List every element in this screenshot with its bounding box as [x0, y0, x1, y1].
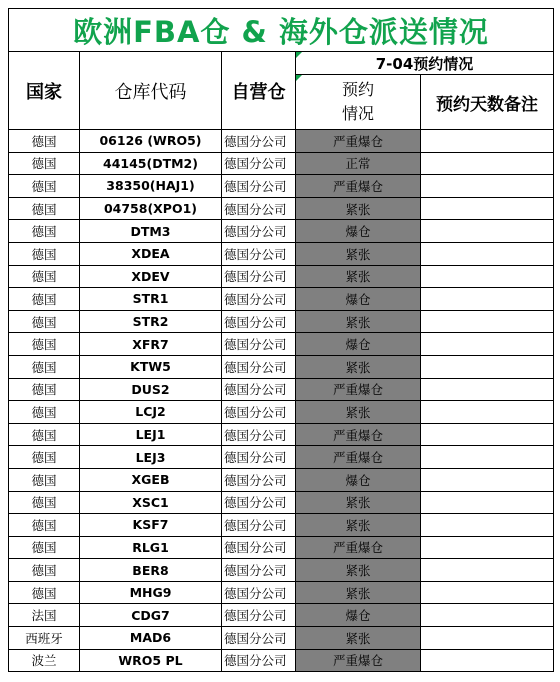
table-row [9, 333, 554, 356]
header-country: 国家 [9, 52, 80, 130]
cell-country[interactable]: 德国 [9, 265, 80, 288]
cell-reservation-status[interactable]: 紧张 [296, 514, 421, 537]
cell-reservation-note[interactable] [421, 242, 554, 265]
comment-marker-icon [296, 52, 302, 58]
header-reservation-group [296, 52, 554, 75]
table-row [9, 220, 554, 243]
cell-self-warehouse[interactable]: 德国分公司 [222, 649, 296, 672]
cell-country[interactable]: 德国 [9, 536, 80, 559]
cell-self-warehouse[interactable]: 德国分公司 [222, 197, 296, 220]
cell-reservation-status[interactable]: 爆仓 [296, 220, 421, 243]
cell-country[interactable]: 法国 [9, 604, 80, 627]
cell-reservation-status[interactable]: 紧张 [296, 242, 421, 265]
cell-reservation-note[interactable] [421, 152, 554, 175]
cell-country[interactable]: 德国 [9, 310, 80, 333]
cell-self-warehouse[interactable]: 德国分公司 [222, 130, 296, 153]
header-reservation-status-line1: 预约 [341, 80, 374, 99]
cell-reservation-status[interactable]: 严重爆仓 [296, 536, 421, 559]
cell-warehouse-code[interactable]: MHG9 [80, 581, 222, 604]
cell-reservation-status[interactable]: 严重爆仓 [296, 423, 421, 446]
cell-reservation-note[interactable] [421, 333, 554, 356]
cell-reservation-status[interactable]: 严重爆仓 [296, 649, 421, 672]
cell-reservation-note[interactable] [421, 649, 554, 672]
cell-country[interactable]: 德国 [9, 130, 80, 153]
cell-reservation-status[interactable]: 紧张 [296, 355, 421, 378]
cell-self-warehouse[interactable]: 德国分公司 [222, 333, 296, 356]
cell-country[interactable]: 德国 [9, 355, 80, 378]
cell-reservation-status[interactable]: 紧张 [296, 581, 421, 604]
table-row [9, 175, 554, 198]
cell-warehouse-code[interactable]: MAD6 [80, 627, 222, 650]
cell-self-warehouse[interactable]: 德国分公司 [222, 220, 296, 243]
cell-reservation-note[interactable] [421, 355, 554, 378]
table-row [9, 401, 554, 424]
cell-warehouse-code[interactable]: LCJ2 [80, 401, 222, 424]
cell-self-warehouse[interactable]: 德国分公司 [222, 446, 296, 469]
table-row [9, 242, 554, 265]
header-reservation-status [296, 75, 421, 130]
cell-warehouse-code[interactable]: STR2 [80, 310, 222, 333]
cell-country[interactable]: 德国 [9, 288, 80, 311]
cell-country[interactable]: 德国 [9, 423, 80, 446]
cell-warehouse-code[interactable]: BER8 [80, 559, 222, 582]
cell-reservation-note[interactable] [421, 491, 554, 514]
cell-reservation-status[interactable]: 爆仓 [296, 468, 421, 491]
cell-self-warehouse[interactable]: 德国分公司 [222, 514, 296, 537]
cell-country[interactable]: 德国 [9, 152, 80, 175]
cell-warehouse-code[interactable]: XSC1 [80, 491, 222, 514]
cell-reservation-status[interactable]: 紧张 [296, 559, 421, 582]
cell-country[interactable]: 德国 [9, 581, 80, 604]
cell-reservation-status[interactable]: 爆仓 [296, 604, 421, 627]
warehouse-table [8, 8, 554, 672]
cell-warehouse-code[interactable]: CDG7 [80, 604, 222, 627]
table-row [9, 649, 554, 672]
header-self-warehouse: 自营仓 [222, 52, 296, 130]
cell-reservation-status[interactable]: 紧张 [296, 265, 421, 288]
table-row [9, 491, 554, 514]
table-row [9, 604, 554, 627]
cell-country[interactable]: 德国 [9, 401, 80, 424]
sheet-title: 欧洲FBA仓 & 海外仓派送情况 [9, 9, 554, 52]
cell-reservation-status[interactable]: 严重爆仓 [296, 175, 421, 198]
cell-self-warehouse[interactable]: 德国分公司 [222, 288, 296, 311]
cell-reservation-status[interactable]: 严重爆仓 [296, 378, 421, 401]
comment-marker-icon [296, 75, 302, 81]
header-reservation-group-label: 7-04预约情况 [375, 54, 474, 73]
cell-reservation-status[interactable]: 爆仓 [296, 288, 421, 311]
cell-country[interactable]: 波兰 [9, 649, 80, 672]
table-row [9, 627, 554, 650]
cell-reservation-note[interactable] [421, 197, 554, 220]
cell-country[interactable]: 德国 [9, 242, 80, 265]
cell-self-warehouse[interactable]: 德国分公司 [222, 242, 296, 265]
cell-country[interactable]: 德国 [9, 197, 80, 220]
cell-reservation-note[interactable] [421, 220, 554, 243]
header-reservation-days-note: 预约天数备注 [421, 75, 554, 130]
cell-self-warehouse[interactable]: 德国分公司 [222, 310, 296, 333]
cell-reservation-status[interactable]: 紧张 [296, 401, 421, 424]
cell-self-warehouse[interactable]: 德国分公司 [222, 536, 296, 559]
cell-warehouse-code[interactable]: 44145(DTM2) [80, 152, 222, 175]
cell-self-warehouse[interactable]: 德国分公司 [222, 559, 296, 582]
cell-self-warehouse[interactable]: 德国分公司 [222, 265, 296, 288]
table-row [9, 514, 554, 537]
cell-reservation-note[interactable] [421, 130, 554, 153]
cell-country[interactable]: 德国 [9, 514, 80, 537]
table-row [9, 378, 554, 401]
cell-warehouse-code[interactable]: KSF7 [80, 514, 222, 537]
cell-reservation-note[interactable] [421, 446, 554, 469]
table-row [9, 423, 554, 446]
cell-warehouse-code[interactable]: KTW5 [80, 355, 222, 378]
table-row [9, 310, 554, 333]
cell-warehouse-code[interactable]: DTM3 [80, 220, 222, 243]
cell-self-warehouse[interactable]: 德国分公司 [222, 604, 296, 627]
table-row [9, 197, 554, 220]
cell-self-warehouse[interactable]: 德国分公司 [222, 627, 296, 650]
table-row [9, 581, 554, 604]
cell-reservation-status[interactable]: 爆仓 [296, 333, 421, 356]
table-row [9, 559, 554, 582]
cell-self-warehouse[interactable]: 德国分公司 [222, 175, 296, 198]
cell-reservation-note[interactable] [421, 627, 554, 650]
cell-reservation-note[interactable] [421, 288, 554, 311]
cell-self-warehouse[interactable]: 德国分公司 [222, 491, 296, 514]
table-row [9, 265, 554, 288]
table-row [9, 536, 554, 559]
cell-self-warehouse[interactable]: 德国分公司 [222, 423, 296, 446]
cell-reservation-note[interactable] [421, 536, 554, 559]
table-row [9, 355, 554, 378]
cell-warehouse-code[interactable]: RLG1 [80, 536, 222, 559]
cell-warehouse-code[interactable]: DUS2 [80, 378, 222, 401]
table-row [9, 468, 554, 491]
cell-warehouse-code[interactable]: XDEV [80, 265, 222, 288]
cell-reservation-note[interactable] [421, 514, 554, 537]
cell-reservation-status[interactable]: 严重爆仓 [296, 130, 421, 153]
cell-country[interactable]: 德国 [9, 333, 80, 356]
cell-reservation-note[interactable] [421, 401, 554, 424]
cell-reservation-status[interactable]: 紧张 [296, 627, 421, 650]
cell-reservation-status[interactable]: 紧张 [296, 197, 421, 220]
cell-reservation-note[interactable] [421, 423, 554, 446]
cell-self-warehouse[interactable]: 德国分公司 [222, 468, 296, 491]
cell-self-warehouse[interactable]: 德国分公司 [222, 355, 296, 378]
cell-warehouse-code[interactable]: XGEB [80, 468, 222, 491]
cell-reservation-status[interactable]: 紧张 [296, 310, 421, 333]
table-row [9, 446, 554, 469]
cell-self-warehouse[interactable]: 德国分公司 [222, 401, 296, 424]
cell-warehouse-code[interactable]: LEJ1 [80, 423, 222, 446]
cell-reservation-status[interactable]: 严重爆仓 [296, 446, 421, 469]
cell-reservation-note[interactable] [421, 378, 554, 401]
cell-reservation-note[interactable] [421, 559, 554, 582]
cell-country[interactable]: 德国 [9, 175, 80, 198]
cell-warehouse-code[interactable]: 06126 (WRO5) [80, 130, 222, 153]
cell-country[interactable]: 德国 [9, 220, 80, 243]
cell-warehouse-code[interactable]: STR1 [80, 288, 222, 311]
cell-self-warehouse[interactable]: 德国分公司 [222, 152, 296, 175]
cell-country[interactable]: 德国 [9, 446, 80, 469]
cell-warehouse-code[interactable]: WRO5 PL [80, 649, 222, 672]
cell-reservation-note[interactable] [421, 175, 554, 198]
cell-self-warehouse[interactable]: 德国分公司 [222, 378, 296, 401]
cell-country[interactable]: 西班牙 [9, 627, 80, 650]
cell-reservation-status[interactable]: 紧张 [296, 491, 421, 514]
cell-warehouse-code[interactable]: 38350(HAJ1) [80, 175, 222, 198]
cell-warehouse-code[interactable]: LEJ3 [80, 446, 222, 469]
cell-self-warehouse[interactable]: 德国分公司 [222, 581, 296, 604]
cell-country[interactable]: 德国 [9, 378, 80, 401]
cell-reservation-status[interactable]: 正常 [296, 152, 421, 175]
cell-warehouse-code[interactable]: XDEA [80, 242, 222, 265]
cell-reservation-note[interactable] [421, 581, 554, 604]
cell-reservation-note[interactable] [421, 604, 554, 627]
header-reservation-status-line2: 情况 [341, 104, 374, 123]
table-row [9, 152, 554, 175]
cell-country[interactable]: 德国 [9, 559, 80, 582]
cell-reservation-note[interactable] [421, 265, 554, 288]
header-warehouse-code: 仓库代码 [80, 52, 222, 130]
table-row [9, 130, 554, 153]
cell-country[interactable]: 德国 [9, 491, 80, 514]
cell-warehouse-code[interactable]: 04758(XPO1) [80, 197, 222, 220]
cell-warehouse-code[interactable]: XFR7 [80, 333, 222, 356]
table-row [9, 288, 554, 311]
cell-country[interactable]: 德国 [9, 468, 80, 491]
cell-reservation-note[interactable] [421, 310, 554, 333]
cell-reservation-note[interactable] [421, 468, 554, 491]
